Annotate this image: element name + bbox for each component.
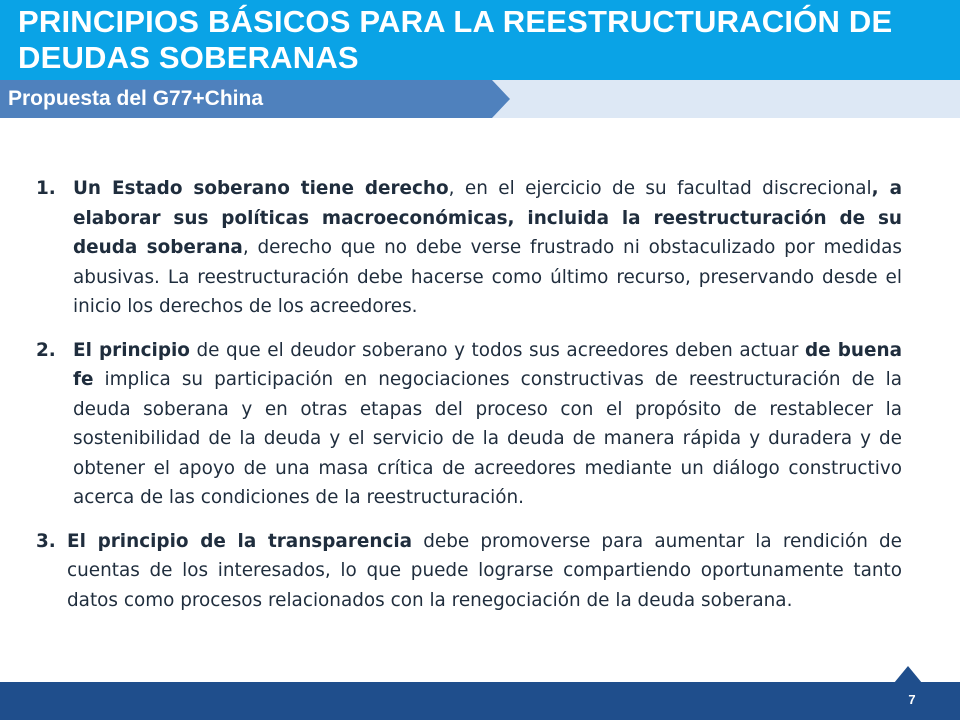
principle-3-text: [67, 531, 902, 611]
principle-3-part-2: debe promoverse para aumentar la rendición de cuentas de los interesados, lo que puede lograrse compartiendo oportunamente tanto datos como procesos relacionados con la renegociación de la deuda soberana.: [67, 530, 902, 611]
principle-1-part-1: Un Estado soberano tiene derecho: [73, 178, 449, 199]
principle-2-part-2: de que el deudor soberano y todos sus acreedores deben actuar: [189, 339, 805, 361]
principle-item-3: [36, 527, 902, 616]
principle-2-part-4: implica su participación en negociaciones constructivas de reestructuración de la deuda soberana y en otras etapas del proceso con el propósito de restablecer la sostenibilidad de la deuda y el servicio de la deuda de manera rápida y duradera y de obtener el apoyo de una masa crítica de acreedores mediante un diálogo constructivo acerca de las condiciones de la reestructuración.: [73, 369, 902, 508]
principle-1-part-4: , derecho que no debe verse frustrado ni obstaculizado por medidas abusivas. La reestructuración debe hacerse como último recurso, preservando desde el inicio los derechos de los acreedores.: [73, 237, 902, 317]
principle-number-2: 2.: [36, 339, 56, 361]
principle-1-part-3: , a elaborar sus políticas macroeconómicas, incluida la reestructuración de su deuda soberana: [73, 178, 902, 258]
principle-item-1: [36, 174, 902, 322]
principle-number-3: 3.: [36, 530, 56, 552]
principle-1-part-2: , en el ejercicio de su facultad discrecional: [448, 178, 872, 199]
principles-list: [36, 174, 902, 629]
footer-notch: [894, 666, 922, 683]
slide-title: PRINCIPIOS BÁSICOS PARA LA REESTRUCTURACIÓN DE DEUDAS SOBERANAS: [18, 4, 893, 75]
principle-3-part-1: El principio de la transparencia: [67, 530, 413, 552]
footer-bar: [0, 682, 960, 720]
principle-2-part-1: El principio: [73, 339, 190, 361]
principle-item-2: [36, 336, 902, 513]
principle-1-text: [73, 178, 902, 317]
principle-2-text: [73, 340, 902, 509]
page-number: 7: [908, 692, 916, 707]
principle-2-part-3: de buena fe: [73, 339, 902, 390]
slide-subtitle: Propuesta del G77+China: [8, 87, 263, 110]
principle-number-1: 1.: [36, 178, 56, 199]
